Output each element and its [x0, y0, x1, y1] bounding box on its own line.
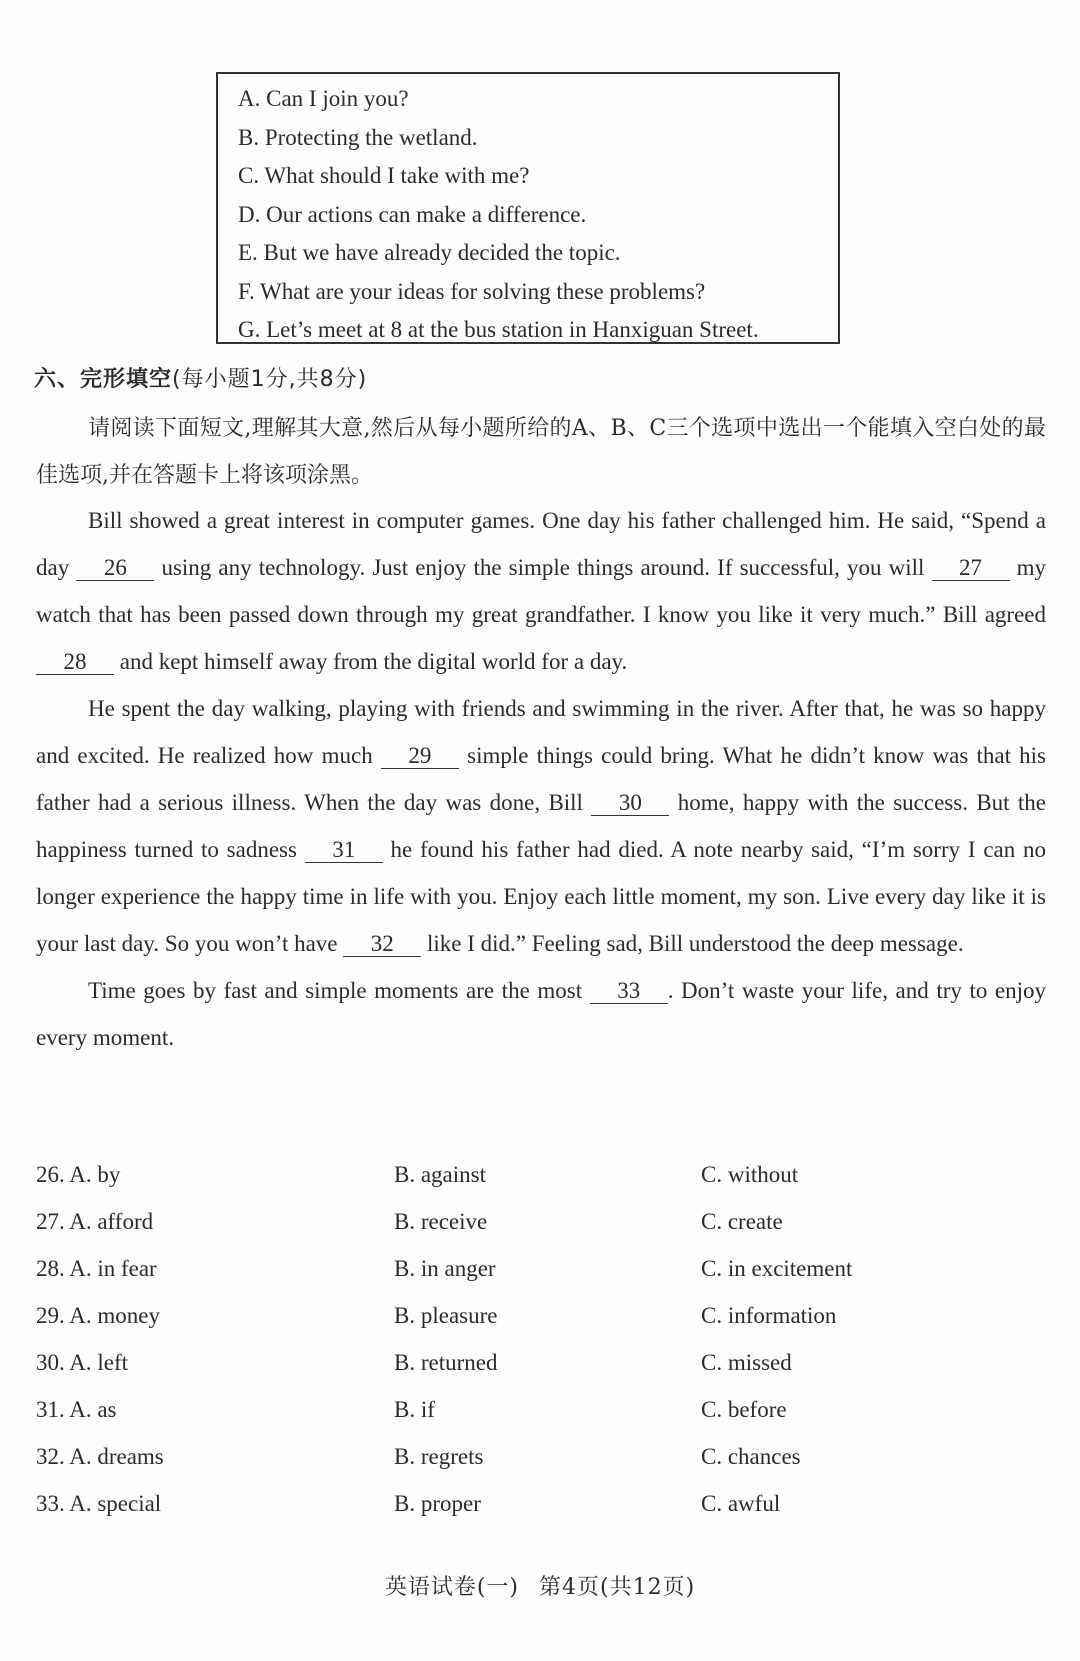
section-instruction: 请阅读下面短文,理解其大意,然后从每小题所给的A、B、C三个选项中选出一个能填入空白处的最佳选项,并在答题卡上将该项涂黑。 — [36, 416, 1046, 488]
blank-30: 30 — [591, 791, 669, 816]
options-box — [216, 72, 840, 344]
question-28: 28. A. in fear B. in anger C. in excitement — [36, 1256, 853, 1281]
question-31: 31. A. as B. if C. before — [36, 1397, 787, 1422]
blank-26: 26 — [76, 556, 154, 581]
question-33: 33. A. special B. proper C. awful — [36, 1491, 781, 1516]
page-footer — [0, 1570, 1080, 1601]
passage-paragraph-1: Bill showed a great interest in computer games. One day his father challenged him. He said, “Spend a day 26 using any technology. Just enjoy the simple things around. If successful, you will 27 my watch that has been passed down through my great grandfather. I know you like it very much.” Bill agreed 28 and kept himself away from the digital world for a day. — [36, 508, 1047, 674]
passage-paragraph-3: Time goes by fast and simple moments are the most 33 . Don’t waste your life, and try to enjoy every moment. — [36, 978, 1047, 1050]
question-choices — [36, 1151, 1036, 1527]
question-27: 27. A. afford B. receive C. create — [36, 1209, 783, 1234]
section-title — [34, 362, 367, 393]
blank-27: 27 — [932, 556, 1010, 581]
option-d: D. Our actions can make a difference. — [238, 201, 587, 227]
section-score: (每小题1分,共8分) — [172, 367, 368, 392]
page-number: 第4页(共12页) — [539, 1575, 696, 1600]
question-32: 32. A. dreams B. regrets C. chances — [36, 1444, 801, 1469]
option-c: C. What should I take with me? — [238, 163, 530, 188]
option-b: B. Protecting the wetland. — [238, 124, 478, 150]
question-29: 29. A. money B. pleasure C. information — [36, 1303, 837, 1328]
question-26: 26. A. by B. against C. without — [36, 1162, 799, 1187]
blank-28: 28 — [36, 650, 114, 675]
exam-title: 英语试卷(一) — [384, 1575, 519, 1600]
passage-paragraph-2: He spent the day walking, playing with friends and swimming in the river. After that, he was so happy and excited. He realized how much 29 simple things could bring. What he didn’t know was that his father had a serious illness. When the day was done, Bill 30 home, happy with the success. But the happiness turned to sadness 31 he found his father had died. A note nearby said, “I’m sorry I can no longer experience the happy time in life with you. Enjoy each little moment, my son. Live every day like it is your last day. So you won’t have 32 like I did.” Feeling sad, Bill understood the deep message. — [36, 696, 1047, 956]
cloze-passage — [36, 497, 1046, 1061]
option-g: G. Let’s meet at 8 at the bus station in Hanxiguan Street. — [238, 317, 759, 342]
blank-29: 29 — [381, 744, 459, 769]
option-e: E. But we have already decided the topic. — [238, 240, 621, 265]
question-30: 30. A. left B. returned C. missed — [36, 1350, 792, 1375]
blank-31: 31 — [305, 838, 383, 863]
option-a: A. Can I join you? — [238, 86, 409, 111]
blank-32: 32 — [343, 932, 421, 957]
blank-33: 33 — [590, 979, 668, 1004]
option-f: F. What are your ideas for solving these problems? — [238, 278, 706, 304]
section-title-text: 六、完形填空 — [34, 367, 173, 392]
